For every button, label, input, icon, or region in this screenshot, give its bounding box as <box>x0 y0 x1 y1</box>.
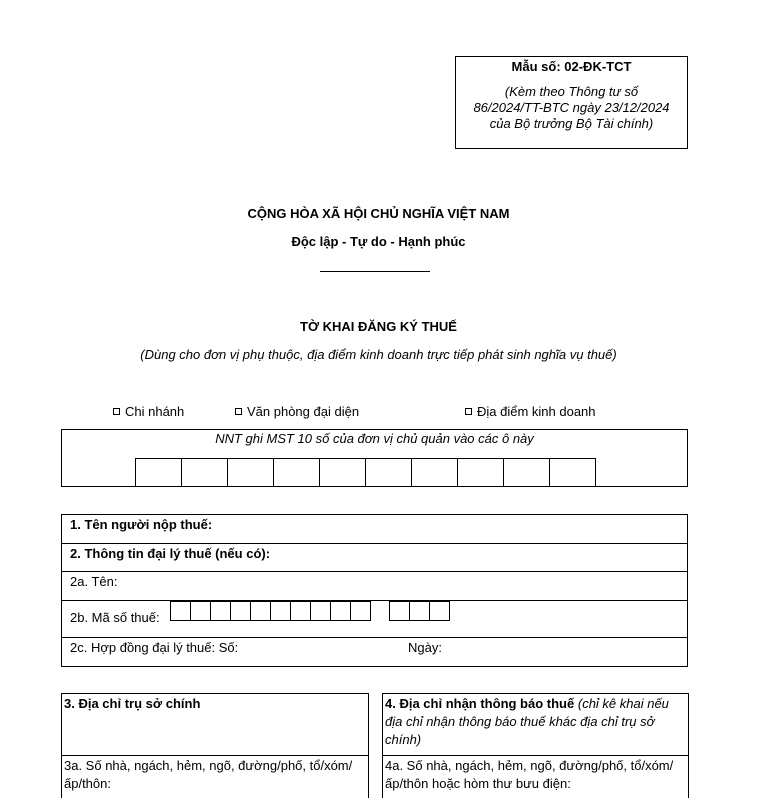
form-code: Mẫu số: 02-ĐK-TCT <box>511 59 632 74</box>
option-business-location[interactable] <box>465 404 596 419</box>
field-agent-contract[interactable] <box>62 638 687 666</box>
notice-address-note: (chỉ kê khai nếu địa chỉ nhận thông báo thuế khác địa chỉ trụ sở chính) <box>385 696 669 747</box>
agent-tax-code-gap <box>370 601 390 619</box>
notice-address-title: 4. Địa chỉ nhận thông báo thuế <box>385 696 575 711</box>
field-agent-tax-code <box>62 601 687 638</box>
tax-code-cell[interactable] <box>365 458 412 487</box>
agent-tax-code-cell[interactable] <box>210 601 231 621</box>
note-line-2: 86/2024/TT-BTC ngày 23/12/2024 <box>473 100 670 115</box>
option-branch[interactable] <box>113 404 184 419</box>
notice-address-section <box>382 693 689 798</box>
notice-address-header <box>383 694 688 756</box>
parent-tax-code-box <box>61 429 688 487</box>
field-agent-contract-label: 2c. Hợp đồng đại lý thuế: Số: <box>70 640 239 655</box>
head-office-address-title: 3. Địa chỉ trụ sở chính <box>62 694 368 756</box>
agent-tax-code-cell[interactable] <box>389 601 410 621</box>
taxpayer-info-table <box>61 514 688 667</box>
national-motto: Độc lập - Tự do - Hạnh phúc <box>291 234 466 249</box>
agent-tax-code-cell[interactable] <box>429 601 450 621</box>
tax-code-cell[interactable] <box>457 458 504 487</box>
checkbox-rep-office[interactable] <box>235 408 242 415</box>
checkbox-business-location[interactable] <box>465 408 472 415</box>
agent-tax-code-cells <box>171 601 450 621</box>
option-business-location-label: Địa điểm kinh doanh <box>477 404 596 419</box>
tax-code-cell[interactable] <box>411 458 458 487</box>
agent-tax-code-cell[interactable] <box>230 601 251 621</box>
field-agent-name[interactable] <box>62 572 687 601</box>
option-rep-office-label: Văn phòng đại diện <box>247 404 360 419</box>
field-head-office-street[interactable]: 3a. Số nhà, ngách, hẻm, ngõ, đường/phố, tổ/xóm/ấp/thôn: <box>64 758 353 791</box>
tax-code-cell[interactable] <box>227 458 274 487</box>
checkbox-branch[interactable] <box>113 408 120 415</box>
note-line-1: (Kèm theo Thông tư số <box>504 84 639 99</box>
field-agent-contract-date-label: Ngày: <box>408 640 442 655</box>
tax-code-cell[interactable] <box>503 458 550 487</box>
head-office-address-section <box>61 693 369 798</box>
field-taxpayer-name[interactable]: 1. Tên người nộp thuế: <box>62 515 687 544</box>
tax-code-cell[interactable] <box>181 458 228 487</box>
tax-code-cell[interactable] <box>273 458 320 487</box>
field-notice-street[interactable]: 4a. Số nhà, ngách, hẻm, ngõ, đường/phố, tổ/xóm/ấp/thôn hoặc hòm thư bưu điện: <box>385 758 674 791</box>
agent-tax-code-cell[interactable] <box>290 601 311 621</box>
agent-tax-code-cell[interactable] <box>409 601 430 621</box>
agent-tax-code-cell[interactable] <box>350 601 371 621</box>
form-subtitle: (Dùng cho đơn vị phụ thuộc, địa điểm kinh doanh trực tiếp phát sinh nghĩa vụ thuế) <box>140 347 617 362</box>
country-name: CỘNG HÒA XÃ HỘI CHỦ NGHĨA VIỆT NAM <box>247 206 510 221</box>
form-title: TỜ KHAI ĐĂNG KÝ THUẾ <box>300 319 457 334</box>
field-tax-agent: 2. Thông tin đại lý thuế (nếu có): <box>62 544 687 572</box>
tax-code-cell[interactable] <box>549 458 596 487</box>
tax-code-cell[interactable] <box>319 458 366 487</box>
option-rep-office[interactable] <box>235 404 359 419</box>
agent-tax-code-cell[interactable] <box>170 601 191 621</box>
form-code-note <box>456 83 687 133</box>
agent-tax-code-cell[interactable] <box>330 601 351 621</box>
agent-tax-code-cell[interactable] <box>190 601 211 621</box>
tax-code-cell[interactable] <box>135 458 182 487</box>
motto-underline <box>320 271 430 272</box>
field-agent-tax-code-label: 2b. Mã số thuế: <box>70 610 160 625</box>
agent-tax-code-cell[interactable] <box>270 601 291 621</box>
agent-tax-code-cell[interactable] <box>250 601 271 621</box>
field-agent-name-label: 2a. Tên: <box>70 574 118 589</box>
parent-tax-code-label: NNT ghi MST 10 số của đơn vị chủ quản vào các ô này <box>215 431 534 446</box>
parent-tax-code-cells <box>136 458 596 487</box>
note-line-3: của Bộ trưởng Bộ Tài chính) <box>489 116 654 131</box>
option-branch-label: Chi nhánh <box>125 404 185 419</box>
agent-tax-code-cell[interactable] <box>310 601 331 621</box>
form-code-box <box>455 56 688 149</box>
